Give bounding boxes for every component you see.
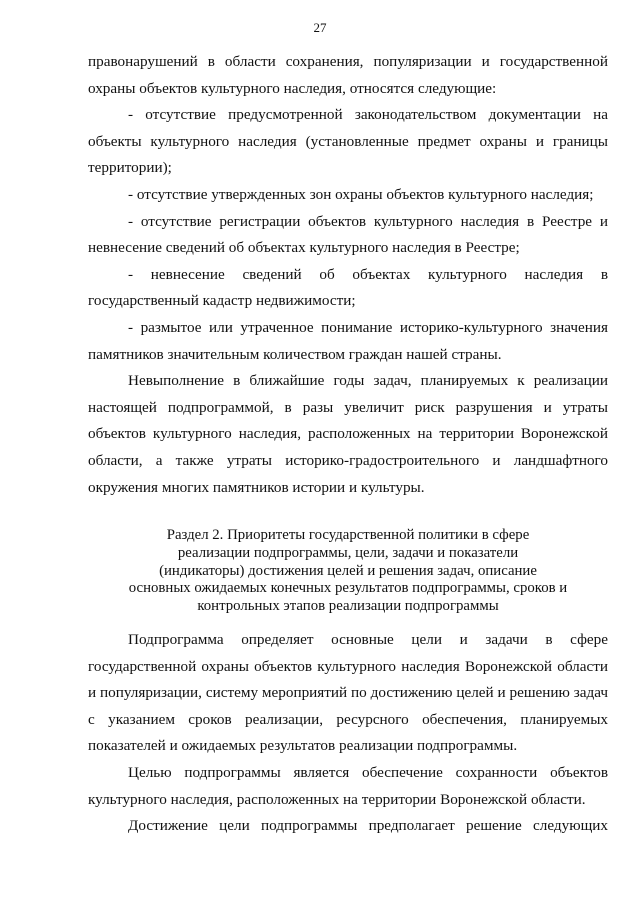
paragraph: Невыполнение в ближайшие годы задач, планируемых к реализации настоящей подпрограммой, в разы увеличит риск разрушения и утраты объектов культурного наследия, расположенных на территории Воронежской области, а также утраты историко-градостроительного и ландшафтного окружения многих памятников истории и культуры.: [88, 372, 608, 496]
paragraph: Достижение цели подпрограммы предполагает решение следующих: [128, 817, 608, 835]
section-heading: [88, 527, 608, 616]
heading-line: контрольных этапов реализации подпрограммы: [197, 598, 499, 615]
list-item: - невнесение сведений об объектах культурного наследия в государственный кадастр недвижимости;: [88, 265, 608, 310]
list-item: - отсутствие утвержденных зон охраны объектов культурного наследия;: [128, 185, 594, 203]
paragraph: правонарушений в области сохранения, популяризации и государственной охраны объектов культурного наследия, относятся следующие:: [88, 53, 608, 97]
page-number: 27: [313, 20, 327, 35]
body-text-top: [88, 49, 608, 501]
list-item: - отсутствие регистрации объектов культурного наследия в Реестре и невнесение сведений об объектах культурного наследия в Реестре;: [88, 212, 608, 257]
heading-line: (индикаторы) достижения целей и решения задач, описание: [159, 562, 537, 579]
heading-line: Раздел 2. Приоритеты государственной политики в сфере: [166, 527, 530, 543]
body-text-bottom: [88, 627, 608, 840]
list-item: - размытое или утраченное понимание историко-культурного значения памятников значительным количеством граждан нашей страны.: [88, 318, 608, 363]
paragraph: Целью подпрограммы является обеспечение сохранности объектов культурного наследия, расположенных на территории Воронежской области.: [88, 763, 608, 808]
heading-line: реализации подпрограммы, цели, задачи и показатели: [177, 544, 519, 561]
list-item: - отсутствие предусмотренной законодательством документации на объекты культурного наследия (установленные предмет охраны и границы территории);: [88, 106, 608, 177]
paragraph: Подпрограмма определяет основные цели и задачи в сфере государственной охраны объектов культурного наследия Воронежской области и популяризации, систему мероприятий по достижению целей и решению задач с указанием сроков реализации, ресурсного обеспечения, планируемых показателей и ожидаемых результатов реализации подпрограммы.: [88, 631, 608, 755]
heading-line: основных ожидаемых конечных результатов подпрограммы, сроков и: [128, 580, 568, 597]
